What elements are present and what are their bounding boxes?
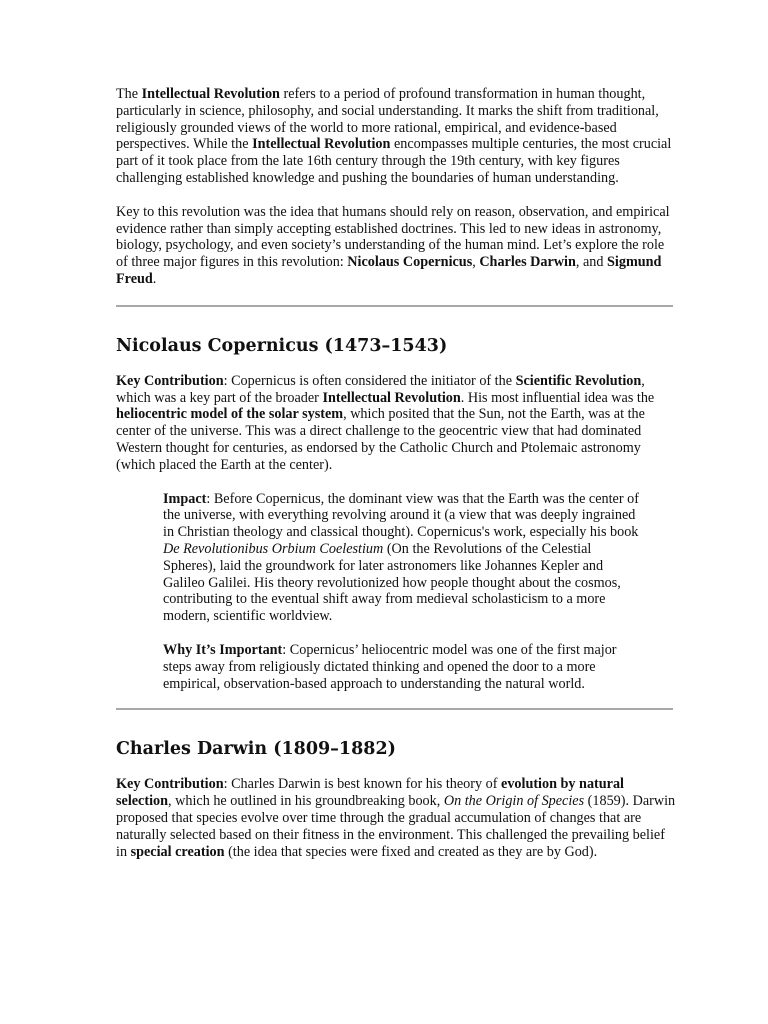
bold-text: Scientific Revolution — [515, 372, 642, 389]
body-text: refers to a period of profound transformation in human thought, particularly in science, philosophy, and social understanding. It marks the shift from traditional, religiously grounded views of the world to more rational, empirical, and evidence-based perspectives. While the — [116, 86, 659, 153]
bold-text: heliocentric model of the solar system — [116, 406, 344, 423]
bold-text: Sigmund Freud — [116, 254, 662, 287]
bold-text: Key Contribution — [116, 776, 224, 793]
body-text: : Copernicus is often considered the initiator of the — [223, 372, 516, 389]
body-text: , which he outlined in his groundbreaking book, — [168, 793, 444, 810]
body-text: encompasses multiple centuries, the most crucial part of it took place from the late 16th century through the 19th century, with key figures challenging established knowledge and pushing the boundaries of human understanding. — [116, 136, 672, 186]
bold-text: evolution by natural selection — [116, 776, 624, 810]
bold-text: Nicolaus Copernicus — [347, 254, 473, 271]
darwin-heading: Charles Darwin (1809–1882) — [116, 739, 396, 760]
body-text: , — [472, 254, 480, 271]
copernicus-why-paragraph — [163, 642, 645, 692]
body-text: (the idea that species were fixed and created as they are by God). — [224, 843, 598, 860]
bold-text: Intellectual Revolution — [141, 86, 280, 102]
document-page — [116, 86, 676, 877]
darwin-contribution-paragraph — [116, 776, 676, 860]
body-text: , and — [575, 254, 608, 271]
section-divider — [116, 305, 673, 307]
bold-text: Key Contribution — [116, 372, 224, 389]
bold-text: special creation — [130, 843, 225, 860]
bold-text: Why It’s Important — [163, 641, 283, 658]
body-text: The — [116, 86, 142, 102]
body-text: : Charles Darwin is best known for his theory of — [223, 776, 502, 793]
bold-text: Intellectual Revolution — [252, 136, 391, 153]
italic-text: De Revolutionibus Orbium Coelestium — [163, 540, 384, 557]
body-text: . — [152, 270, 157, 287]
body-text: (1859). Darwin proposed that species evolve over time through the gradual accumulation of changes that are naturally selected based on their fitness in the environment. This challenged the prevailing belief in — [116, 793, 676, 860]
section-divider — [116, 708, 673, 710]
intro-paragraph-1 — [116, 86, 676, 187]
body-text: , which posited that the Sun, not the Earth, was at the center of the universe. This was a direct challenge to the geocentric view that had dominated Western thought for centuries, as endorsed by the Catholic Church and Ptolemaic astronomy (which placed the Earth at the center). — [116, 406, 645, 473]
bold-text: Intellectual Revolution — [322, 389, 461, 406]
bold-text: Impact — [163, 490, 207, 507]
italic-text: On the Origin of Species — [443, 793, 585, 810]
body-text: , which was a key part of the broader — [116, 372, 645, 406]
copernicus-heading: Nicolaus Copernicus (1473–1543) — [116, 335, 448, 356]
body-text: (On the Revolutions of the Celestial Spheres), laid the groundwork for later astronomers like Johannes Kepler and Galileo Galilei. His theory revolutionized how people thought about the cosmos, contributing to the eventual shift away from medieval scholasticism to a more modern, scientific worldview. — [163, 540, 621, 625]
body-text: Key to this revolution was the idea that humans should rely on reason, observation, and empirical evidence rather than simply accepting established doctrines. This led to new ideas in astronomy, biology, psychology, and even society’s understanding of the human mind. Let’s explore the role of three major figures in this revolution: — [116, 203, 670, 271]
copernicus-impact-paragraph — [163, 491, 645, 625]
intro-paragraph-2 — [116, 204, 676, 288]
bold-text: Charles Darwin — [479, 254, 576, 271]
body-text: : Before Copernicus, the dominant view was that the Earth was the center of the universe, with everything revolving around it (a view that was deeply ingrained in Christian theology and classical thought). Copernicus's work, especially his book — [163, 490, 639, 541]
copernicus-contribution-paragraph — [116, 373, 676, 474]
body-text: : Copernicus’ heliocentric model was one of the first major steps away from religiously dictated thinking and opened the door to a more empirical, observation-based approach to understanding the natural world. — [163, 641, 617, 692]
body-text: . His most influential idea was the — [460, 389, 655, 406]
